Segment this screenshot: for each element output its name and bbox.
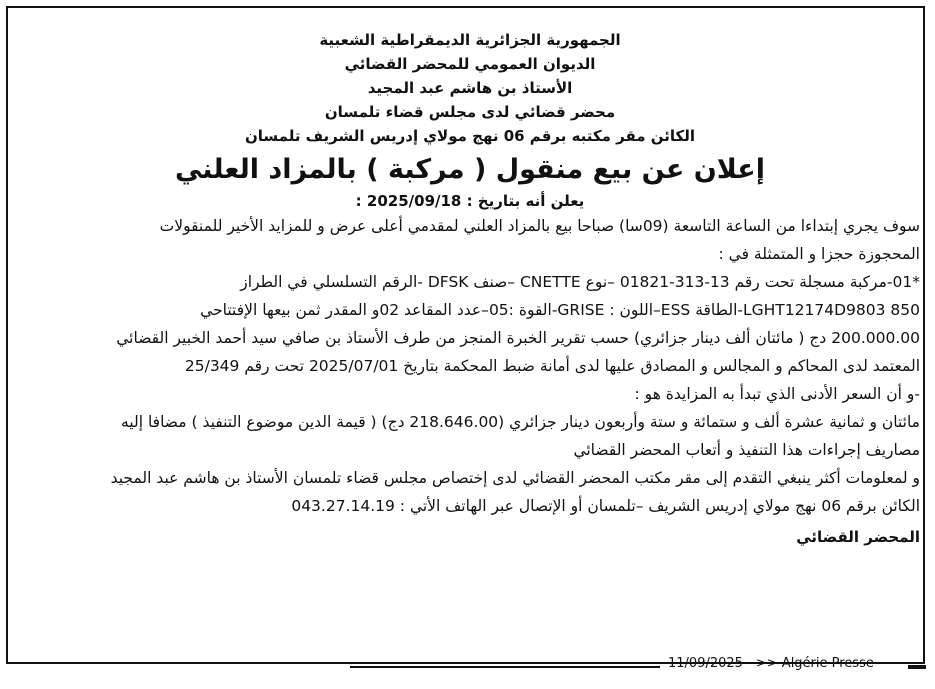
- notice-content: [20, 28, 920, 565]
- header-line-1: الجمهورية الجزائرية الديمقراطية الشعبية: [319, 31, 621, 49]
- body-line: المحجوزة حجزا و المتمثلة في :: [718, 245, 920, 263]
- body-line: الكائن برقم 06 نهج مولاي إدريس الشريف –تلمسان أو الإتصال عبر الهاتف الأتي : 043.27.14.19: [291, 497, 920, 515]
- body-line: *01-مركبة مسجلة تحت رقم 13-313-01821 –نوع CNETTE –صنف DFSK -الرقم التسلسلي في الطراز: [240, 273, 920, 291]
- footer: [0, 655, 935, 675]
- body-line: سوف يجري إبتداءا من الساعة التاسعة (09سا) صباحا بيع بالمزاد العلني لمقدمي أعلى عرض و للمزايد الأخير للمنقولات: [159, 217, 920, 235]
- footer-source: 11/09/2025 - >> Algérie Presse: [668, 656, 874, 671]
- body-line: 850 LGHT12174D9803-الطاقة ESS–اللون : GRISE-القوة :05–عدد المقاعد 02و المقدر ثمن بيعها الإفتتاحي: [200, 301, 920, 319]
- announcement-date: يعلن أنه بتاريخ : 2025/09/18 :: [355, 192, 585, 210]
- signature: المحضر القضائي: [796, 528, 920, 546]
- body-line: -و أن السعر الأدنى الذي تبدأ به المزايدة هو :: [634, 385, 920, 403]
- header-line-3: الأستاذ بن هاشم عبد المجيد: [367, 79, 573, 97]
- notice-body: [20, 212, 920, 520]
- header-line-5: الكائن مقر مكتبه برقم 06 نهج مولاي إدريس الشريف تلمسان: [244, 127, 696, 145]
- notice-title: إعلان عن بيع منقول ( مركبة ) بالمزاد العلني: [174, 154, 766, 185]
- body-line: مائتان و ثمانية عشرة ألف و ستمائة و ستة وأربعون دينار جزائري (218.646.00 دج) ( قيمة الدين موضوع التنفيذ ) مضافا إليه: [121, 413, 920, 431]
- header-line-2: الديوان العمومي للمحضر القضائي: [344, 55, 596, 73]
- footer-rule-right: [908, 665, 926, 669]
- body-line: المعتمد لدى المحاكم و المجالس و المصادق عليها لدى أمانة ضبط المحكمة بتاريخ 2025/07/01 تحت رقم 25/349: [184, 357, 920, 375]
- body-line: و لمعلومات أكثر ينبغي التقدم إلى مقر مكتب المحضر القضائي لدى إختصاص مجلس قضاء تلمسان الأستاذ بن هاشم عبد المجيد: [110, 469, 920, 487]
- header-line-4: محضر قضائي لدى مجلس قضاء تلمسان: [324, 103, 616, 121]
- body-line: مصاريف إجراءات هذا التنفيذ و أتعاب المحضر القضائي: [573, 441, 920, 459]
- body-line: 200.000.00 دج ( مائتان ألف دينار جزائري) حسب تقرير الخبرة المنجز من طرف الأستاذ بن صافي سيد أحمد الخبير القضائي: [116, 329, 920, 347]
- footer-rule-left: [350, 666, 660, 668]
